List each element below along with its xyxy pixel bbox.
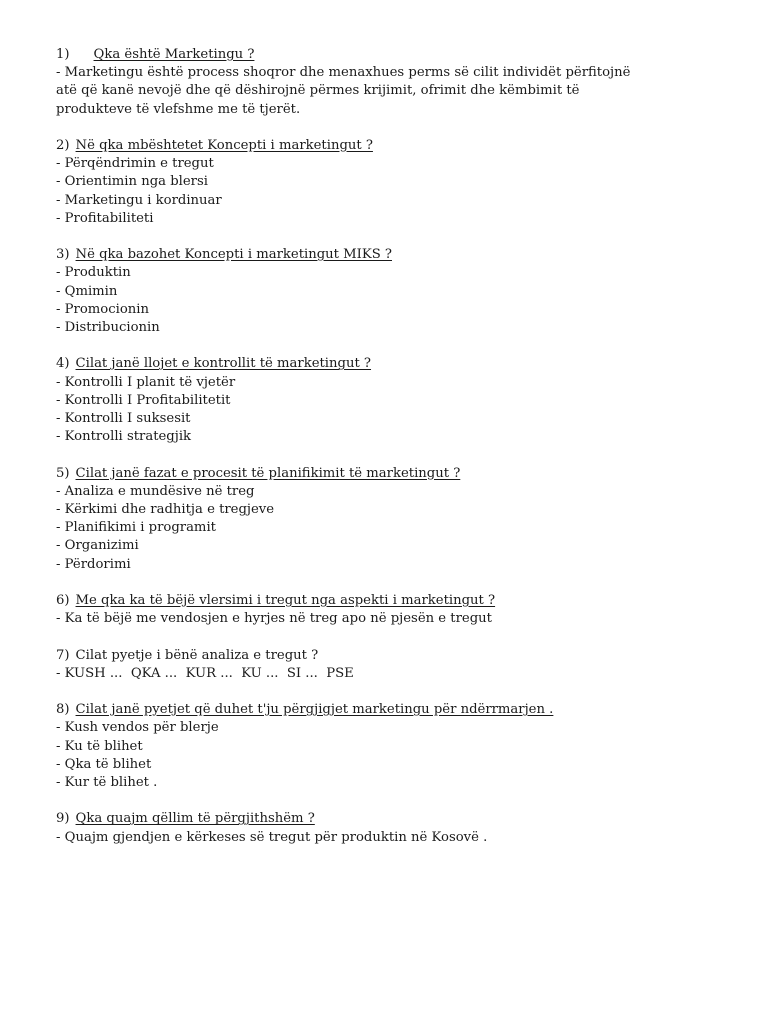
question-section-4 bbox=[56, 355, 736, 446]
question-number: 1) bbox=[56, 47, 70, 62]
question-heading bbox=[56, 137, 736, 155]
question-title: Në qka bazohet Koncepti i marketingut MIKS ? bbox=[75, 247, 392, 263]
question-heading bbox=[56, 701, 736, 719]
answer-line: - Quajm gjendjen e kërkeses së tregut për produktin në Kosovë . bbox=[56, 829, 488, 845]
answer-line: produkteve të vlefshme me të tjerët. bbox=[56, 101, 301, 117]
answer-line: - Planifikimi i programit bbox=[56, 520, 216, 536]
answer-line: - Analiza e mundësive në treg bbox=[56, 483, 255, 499]
question-title: Qka është Marketingu ? bbox=[93, 47, 255, 62]
question-title: Cilat janë llojet e kontrollit të marketingut ? bbox=[75, 356, 372, 372]
question-number: 6) bbox=[56, 593, 70, 609]
question-number: 5) bbox=[56, 465, 70, 481]
answer-line: - Orientimin nga blersi bbox=[56, 174, 208, 190]
answer-line: - Qmimin bbox=[56, 283, 118, 299]
answer-line: - Kush vendos për blerje bbox=[56, 720, 219, 736]
answer-line: - Marketingu është process shoqror dhe menaxhues perms së cilit individët përfitojnë bbox=[56, 65, 631, 81]
question-heading bbox=[56, 246, 736, 264]
question-heading bbox=[56, 355, 736, 373]
question-title: Cilat janë fazat e procesit të planifikimit të marketingut ? bbox=[75, 465, 461, 481]
question-number: 8) bbox=[56, 702, 70, 718]
answer-line: - Organizimi bbox=[56, 538, 139, 554]
question-section-9 bbox=[56, 810, 736, 846]
question-title: Me qka ka të bëjë vlersimi i tregut nga aspekti i marketingut ? bbox=[75, 593, 496, 609]
answer-line: - Ku të blihet bbox=[56, 738, 143, 754]
question-heading bbox=[56, 46, 736, 64]
answer-line: - Marketingu i kordinuar bbox=[56, 192, 222, 208]
answer-line: - Profitabiliteti bbox=[56, 210, 154, 226]
question-title: Qka quajm qëllim të përgjithshëm ? bbox=[75, 811, 315, 827]
answer-line: atë që kanë nevojë dhe që dëshirojnë përmes krijimit, ofrimit dhe këmbimit të bbox=[56, 83, 580, 99]
answer-line: - Distribucionin bbox=[56, 320, 160, 336]
question-section-7 bbox=[56, 647, 736, 683]
question-section-1 bbox=[56, 46, 736, 119]
answer-line: - Përqëndrimin e tregut bbox=[56, 156, 214, 172]
question-heading bbox=[56, 465, 736, 483]
answer-line: - Kërkimi dhe radhitja e tregjeve bbox=[56, 502, 275, 518]
answer-line: - Kontrolli I suksesit bbox=[56, 411, 191, 427]
answer-line: - Promocionin bbox=[56, 301, 149, 317]
answer-line: - KUSH ... QKA ... KUR ... KU ... SI ... PSE bbox=[56, 665, 354, 681]
question-heading bbox=[56, 592, 736, 610]
answer-line: - Ka të bëjë me vendosjen e hyrjes në treg apo në pjesën e tregut bbox=[56, 611, 492, 627]
answer-line: - Produktin bbox=[56, 265, 131, 281]
question-heading bbox=[56, 810, 736, 828]
question-number: 7) bbox=[56, 647, 70, 663]
answer-line: - Kontrolli I Profitabilitetit bbox=[56, 392, 231, 408]
answer-line: - Qka të blihet bbox=[56, 756, 152, 772]
question-section-5 bbox=[56, 465, 736, 574]
answer-line: - Përdorimi bbox=[56, 556, 131, 572]
question-section-8 bbox=[56, 701, 736, 792]
question-number: 4) bbox=[56, 356, 70, 372]
question-section-6 bbox=[56, 592, 736, 628]
question-title: Cilat janë pyetjet që duhet t'ju përgjigjet marketingu për ndërrmarjen . bbox=[75, 702, 554, 718]
question-section-2 bbox=[56, 137, 736, 228]
answer-line: - Kontrolli strategjik bbox=[56, 429, 192, 445]
answer-line: - Kontrolli I planit të vjetër bbox=[56, 374, 236, 390]
question-section-3 bbox=[56, 246, 736, 337]
question-number: 2) bbox=[56, 138, 70, 153]
question-heading bbox=[56, 647, 736, 665]
document-page bbox=[56, 46, 736, 865]
question-number: 9) bbox=[56, 811, 70, 827]
answer-line: - Kur të blihet . bbox=[56, 775, 158, 791]
question-title: Cilat pyetje i bënë analiza e tregut ? bbox=[75, 647, 319, 663]
question-number: 3) bbox=[56, 247, 70, 263]
question-title: Në qka mbështetet Koncepti i marketingut ? bbox=[75, 138, 373, 153]
